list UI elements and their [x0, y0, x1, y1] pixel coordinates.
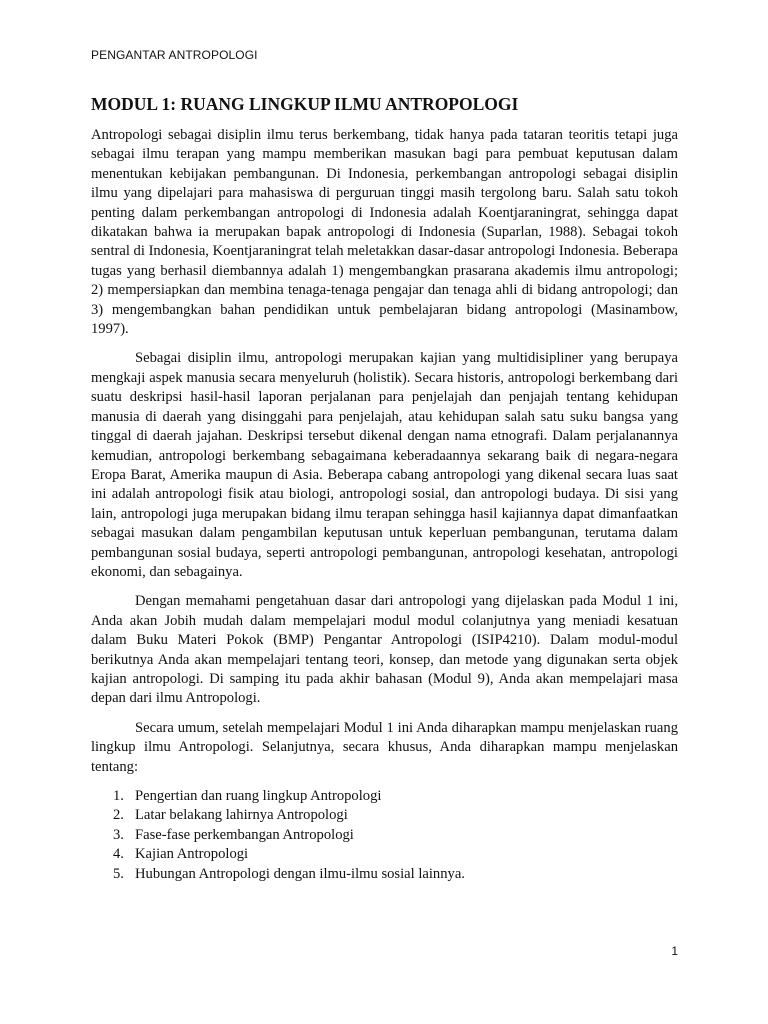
module-title: MODUL 1: RUANG LINGKUP ILMU ANTROPOLOGI	[91, 94, 519, 114]
list-item	[91, 865, 678, 884]
learning-objectives-list	[91, 787, 678, 884]
paragraph-intro: Antropologi sebagai disiplin ilmu terus berkembang, tidak hanya pada tataran teoritis tetapi juga sebagai ilmu terapan yang mampu memberikan masukan bagi para pembuat keputusan dalam menentukan kebijakan pembangunan. Di Indonesia, perkembangan antropologi sebagai disiplin ilmu yang dipelajari para mahasiswa di perguruan tinggi masih tergolong baru. Salah satu tokoh penting dalam perkembangan antropologi di Indonesia adalah Koentjaraningrat, sehingga dapat dikatakan bahwa ia merupakan bapak antropologi di Indonesia (Suparlan, 1988). Sebagai tokoh sentral di Indonesia, Koentjaraningrat telah meletakkan dasar-dasar antropologi Indonesia. Beberapa tugas yang berhasil diembannya adalah 1) mengembangkan prasarana akademis ilmu antropologi; 2) mempersiapkan dan membina tenaga-tenaga pengajar dan tenaga ahli di bidang antropologi; dan 3) mengembangkan bahan pendidikan untuk pembelajaran bidang antropologi (Masinambow, 1997).	[91, 127, 678, 338]
running-header: PENGANTAR ANTROPOLOGI	[91, 48, 258, 62]
list-item	[91, 806, 678, 825]
list-item	[91, 845, 678, 864]
document-body	[91, 93, 678, 884]
page-number: 1	[671, 944, 678, 958]
list-item-text: Fase-fase perkembangan Antropologi	[135, 826, 354, 843]
paragraph-learning-goals: Secara umum, setelah mempelajari Modul 1 ini Anda diharapkan mampu menjelaskan ruang lingkup ilmu Antropologi. Selanjutnya, secara khusus, Anda diharapkan mampu menjelaskan tentang:	[91, 719, 678, 775]
paragraph-module-context: Dengan memahami pengetahuan dasar dari antropologi yang dijelaskan pada Modul 1 ini, Anda akan Jobih mudah dalam mempelajari modul modul colanjutnya yang meniadi kesatuan dalam Buku Materi Pokok (BMP) Pengantar Antropologi (ISIP4210). Dalam modul-modul berikutnya Anda akan mempelajari tentang teori, konsep, dan metode yang digunakan serta objek kajian antropologi. Di samping itu pada akhir bahasan (Modul 9), Anda akan mempelajari masa depan dari ilmu Antropologi.	[91, 593, 678, 707]
list-item	[91, 787, 678, 806]
list-item-number: 4.	[113, 846, 124, 863]
list-item-text: Kajian Antropologi	[135, 846, 249, 863]
list-item-text: Latar belakang lahirnya Antropologi	[135, 807, 348, 824]
list-item-text: Pengertian dan ruang lingkup Antropologi	[135, 788, 382, 804]
list-item-number: 3.	[113, 826, 124, 843]
paragraph-discipline: Sebagai disiplin ilmu, antropologi merupakan kajian yang multidisipliner yang berupaya mengkaji aspek manusia secara menyeluruh (holistik). Secara historis, antropologi berkembang dari suatu deskripsi hasil-hasil laporan perjalanan para penjelajah dan penjajah tentang kehidupan manusia di daerah yang disinggahi para penjelajah, atau kehidupan salah satu suku bangsa yang tinggal di daerah jajahan. Deskripsi tersebut dikenal dengan nama etnografi. Dalam perjalanannya kemudian, antropologi berkembang sebagaimana keberadaannya sekarang baik di negara-negara Eropa Barat, Amerika maupun di Asia. Beberapa cabang antropologi yang dikenal secara luas saat ini adalah antropologi fisik atau biologi, antropologi sosial, dan antropologi budaya. Di sisi yang lain, antropologi juga merupakan bidang ilmu terapan sehingga hasil kajiannya dapat dimanfaatkan sebagai masukan dalam pengambilan keputusan untuk keperluan pembangunan, terutama dalam pembangunan sosial budaya, seperti antropologi pembangunan, antropologi kesehatan, antropologi ekonomi, dan sebagainya.	[91, 350, 678, 580]
list-item	[91, 826, 678, 845]
list-item-number: 1.	[113, 788, 124, 804]
list-item-number: 5.	[113, 865, 124, 882]
list-item-text: Hubungan Antropologi dengan ilmu-ilmu sosial lainnya.	[135, 865, 465, 882]
list-item-number: 2.	[113, 807, 124, 824]
